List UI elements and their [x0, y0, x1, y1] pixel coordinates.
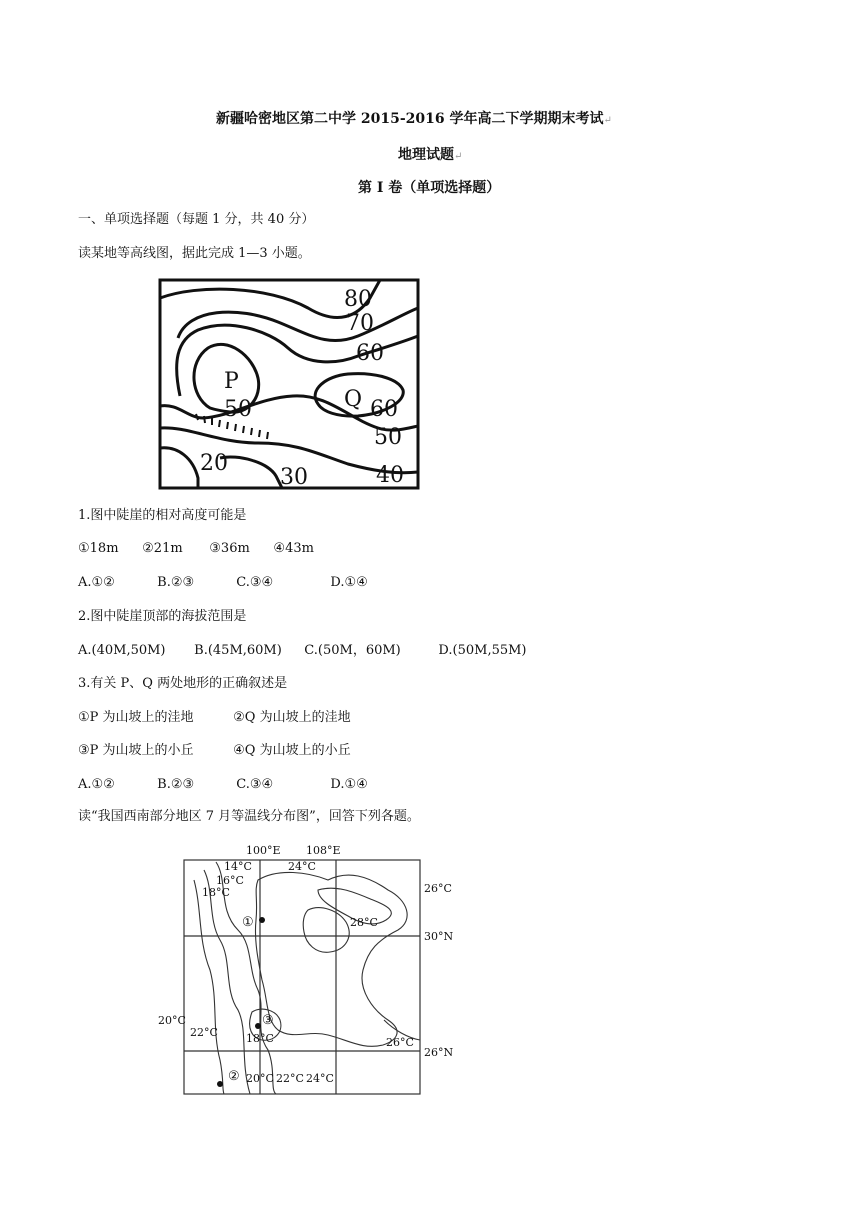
temp-20-left: 20°C	[158, 1014, 186, 1027]
contour-label-50: 50	[374, 425, 402, 450]
q3-item-4: ④Q 为山坡上的小丘	[233, 743, 351, 758]
point-1-dot	[259, 917, 265, 923]
contour-label-30: 30	[280, 465, 308, 490]
temp-18: 18°C	[202, 886, 230, 899]
edit-mark: ↵	[603, 115, 612, 126]
edit-mark: ↵	[454, 151, 463, 162]
lon-label-108: 108°E	[306, 844, 341, 857]
q1-item-1: ①18m	[78, 541, 119, 556]
q3-item-2: ②Q 为山坡上的洼地	[233, 710, 351, 725]
q1-items	[78, 540, 314, 558]
contour-label-q-60: 60	[370, 397, 398, 422]
temp-26-top: 26°C	[424, 882, 452, 895]
contour-label-20: 20	[200, 451, 228, 476]
temp-14: 14°C	[224, 860, 252, 873]
q2-stem: 2.图中陡崖顶部的海拔范围是	[78, 609, 247, 624]
q3-choice-c[interactable]: C.③④	[236, 777, 274, 792]
instruction-contour: 读某地等高线图，据此完成 1—3 小题。	[78, 246, 311, 261]
section-heading: 一、单项选择题（每题 1 分，共 40 分）	[78, 212, 315, 227]
contour-label-60: 60	[356, 341, 384, 366]
section-title: 第 I 卷（单项选择题）	[358, 180, 501, 196]
temp-28: 28°C	[350, 916, 378, 929]
contour-label-80: 80	[344, 287, 372, 312]
q2-choice-c[interactable]: C.(50M，60M)	[304, 643, 401, 658]
point-2-label: ②	[228, 1069, 240, 1084]
q3-choice-d[interactable]: D.①④	[330, 777, 368, 792]
temp-26-mid: 26°C	[386, 1036, 414, 1049]
contour-label-40: 40	[376, 463, 404, 488]
q3-item-3: ③P 为山坡上的小丘	[78, 743, 194, 758]
q1-choice-b[interactable]: B.②③	[157, 575, 195, 590]
temp-24-bottom: 24°C	[306, 1072, 334, 1085]
temp-24: 24°C	[288, 860, 316, 873]
q3-choice-a[interactable]: A.①②	[78, 777, 115, 792]
q2-choice-a[interactable]: A.(40M,50M)	[78, 643, 166, 658]
q2-choices	[78, 642, 527, 660]
q1-stem: 1.图中陡崖的相对高度可能是	[78, 508, 247, 523]
q2-choice-d[interactable]: D.(50M,55M)	[438, 643, 527, 658]
contour-map	[158, 278, 420, 490]
q1-choice-c[interactable]: C.③④	[236, 575, 274, 590]
isotherm-map	[158, 840, 488, 1102]
exam-subtitle: 地理试题↵	[398, 147, 463, 163]
temp-22-left: 22°C	[190, 1026, 218, 1039]
point-1-label: ①	[242, 915, 254, 930]
contour-label-70: 70	[346, 311, 374, 336]
temp-18-mid: 18°C	[246, 1032, 274, 1045]
q1-item-2: ②21m	[142, 541, 183, 556]
point-3-dot	[255, 1023, 261, 1029]
point-2-dot	[217, 1081, 223, 1087]
q1-choice-d[interactable]: D.①④	[330, 575, 368, 590]
q1-choices	[78, 574, 368, 592]
q3-items-row1	[78, 709, 351, 727]
q2-choice-b[interactable]: B.(45M,60M)	[194, 643, 282, 658]
q3-stem: 3.有关 P、Q 两处地形的正确叙述是	[78, 676, 288, 691]
point-3-label: ③	[262, 1013, 274, 1028]
instruction-temperature: 读“我国西南部分地区 7 月等温线分布图”，回答下列各题。	[78, 809, 420, 824]
q1-choice-a[interactable]: A.①②	[78, 575, 115, 590]
q3-choice-b[interactable]: B.②③	[157, 777, 195, 792]
q3-items-row2	[78, 742, 351, 760]
temp-22-bottom: 22°C	[276, 1072, 304, 1085]
lat-label-30: 30°N	[424, 930, 454, 943]
q3-choices	[78, 776, 368, 794]
label-q: Q	[344, 387, 363, 412]
lon-label-100: 100°E	[246, 844, 281, 857]
lat-label-26: 26°N	[424, 1046, 454, 1059]
q1-item-4: ④43m	[273, 541, 314, 556]
temp-20-bottom: 20°C	[246, 1072, 274, 1085]
label-p: P	[224, 369, 239, 394]
exam-title: 新疆哈密地区第二中学 2015-2016 学年高二下学期期末考试↵	[216, 111, 612, 127]
temp-16: 16°C	[216, 874, 244, 887]
q1-item-3: ③36m	[209, 541, 250, 556]
q3-item-1: ①P 为山坡上的洼地	[78, 710, 194, 725]
contour-label-p-50: 50	[224, 397, 252, 422]
map-frame	[160, 280, 418, 488]
